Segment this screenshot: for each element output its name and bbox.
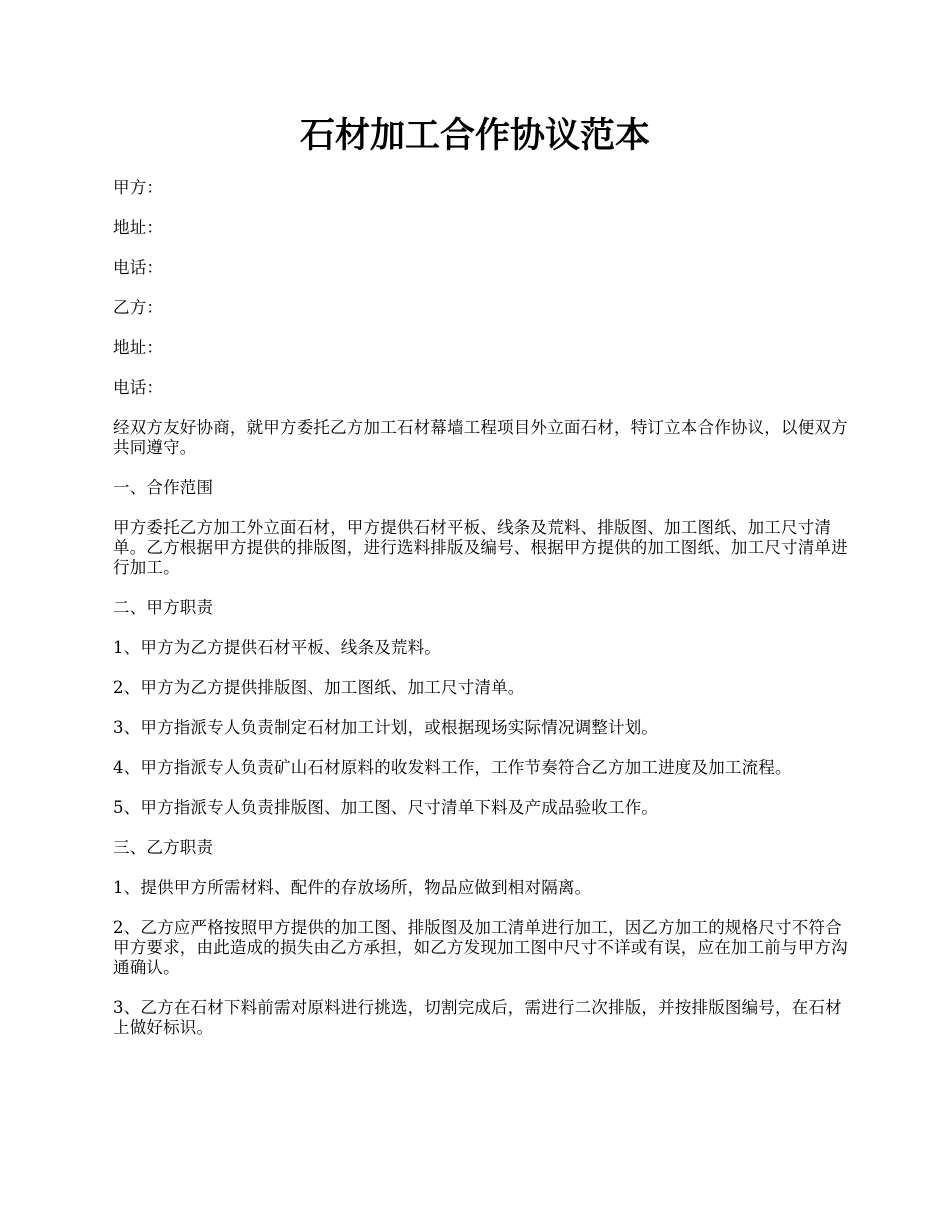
- party-b-duty-item: 2、乙方应严格按照甲方提供的加工图、排版图及加工清单进行加工，因乙方加工的规格尺寸不符合甲方要求，由此造成的损失由乙方承担，如乙方发现加工图中尺寸不详或有误，应在加工前与甲方沟通确认。: [113, 918, 848, 977]
- preamble-paragraph: 经双方友好协商，就甲方委托乙方加工石材幕墙工程项目外立面石材，特订立本合作协议，以便双方共同遵守。: [113, 418, 848, 457]
- party-a-duty-item: 4、甲方指派专人负责矿山石材原料的收发料工作，工作节奏符合乙方加工进度及加工流程。: [113, 758, 792, 777]
- party-a-label: 甲方：: [113, 178, 164, 197]
- party-a-phone-label: 电话：: [113, 258, 164, 277]
- scope-paragraph: 甲方委托乙方加工外立面石材，甲方提供石材平板、线条及荒料、排版图、加工图纸、加工尺寸清单。乙方根据甲方提供的排版图，进行选料排版及编号、根据甲方提供的加工图纸、加工尺寸清单进行加工。: [113, 518, 848, 577]
- section-heading-scope: 一、合作范围: [113, 478, 214, 497]
- party-b-phone-label: 电话：: [113, 378, 164, 397]
- section-heading-party-b-duties: 三、乙方职责: [113, 838, 214, 857]
- party-a-address-label: 地址：: [113, 218, 164, 237]
- party-b-label: 乙方：: [113, 298, 164, 317]
- document-body: [113, 178, 853, 1058]
- party-b-duty-item: 3、乙方在石材下料前需对原料进行挑选，切割完成后，需进行二次排版，并按排版图编号，在石材上做好标识。: [113, 998, 842, 1037]
- document-title: 石材加工合作协议范本: [299, 115, 650, 156]
- party-a-duty-item: 3、甲方指派专人负责制定石材加工计划，或根据现场实际情况调整计划。: [113, 718, 659, 737]
- section-heading-party-a-duties: 二、甲方职责: [113, 598, 214, 617]
- party-b-address-label: 地址：: [113, 338, 164, 357]
- party-b-duty-item: 1、提供甲方所需材料、配件的存放场所，物品应做到相对隔离。: [113, 878, 592, 897]
- party-a-duty-item: 1、甲方为乙方提供石材平板、线条及荒料。: [113, 638, 441, 657]
- party-a-duty-item: 5、甲方指派专人负责排版图、加工图、尺寸清单下料及产成品验收工作。: [113, 798, 659, 817]
- party-a-duty-item: 2、甲方为乙方提供排版图、加工图纸、加工尺寸清单。: [113, 678, 525, 697]
